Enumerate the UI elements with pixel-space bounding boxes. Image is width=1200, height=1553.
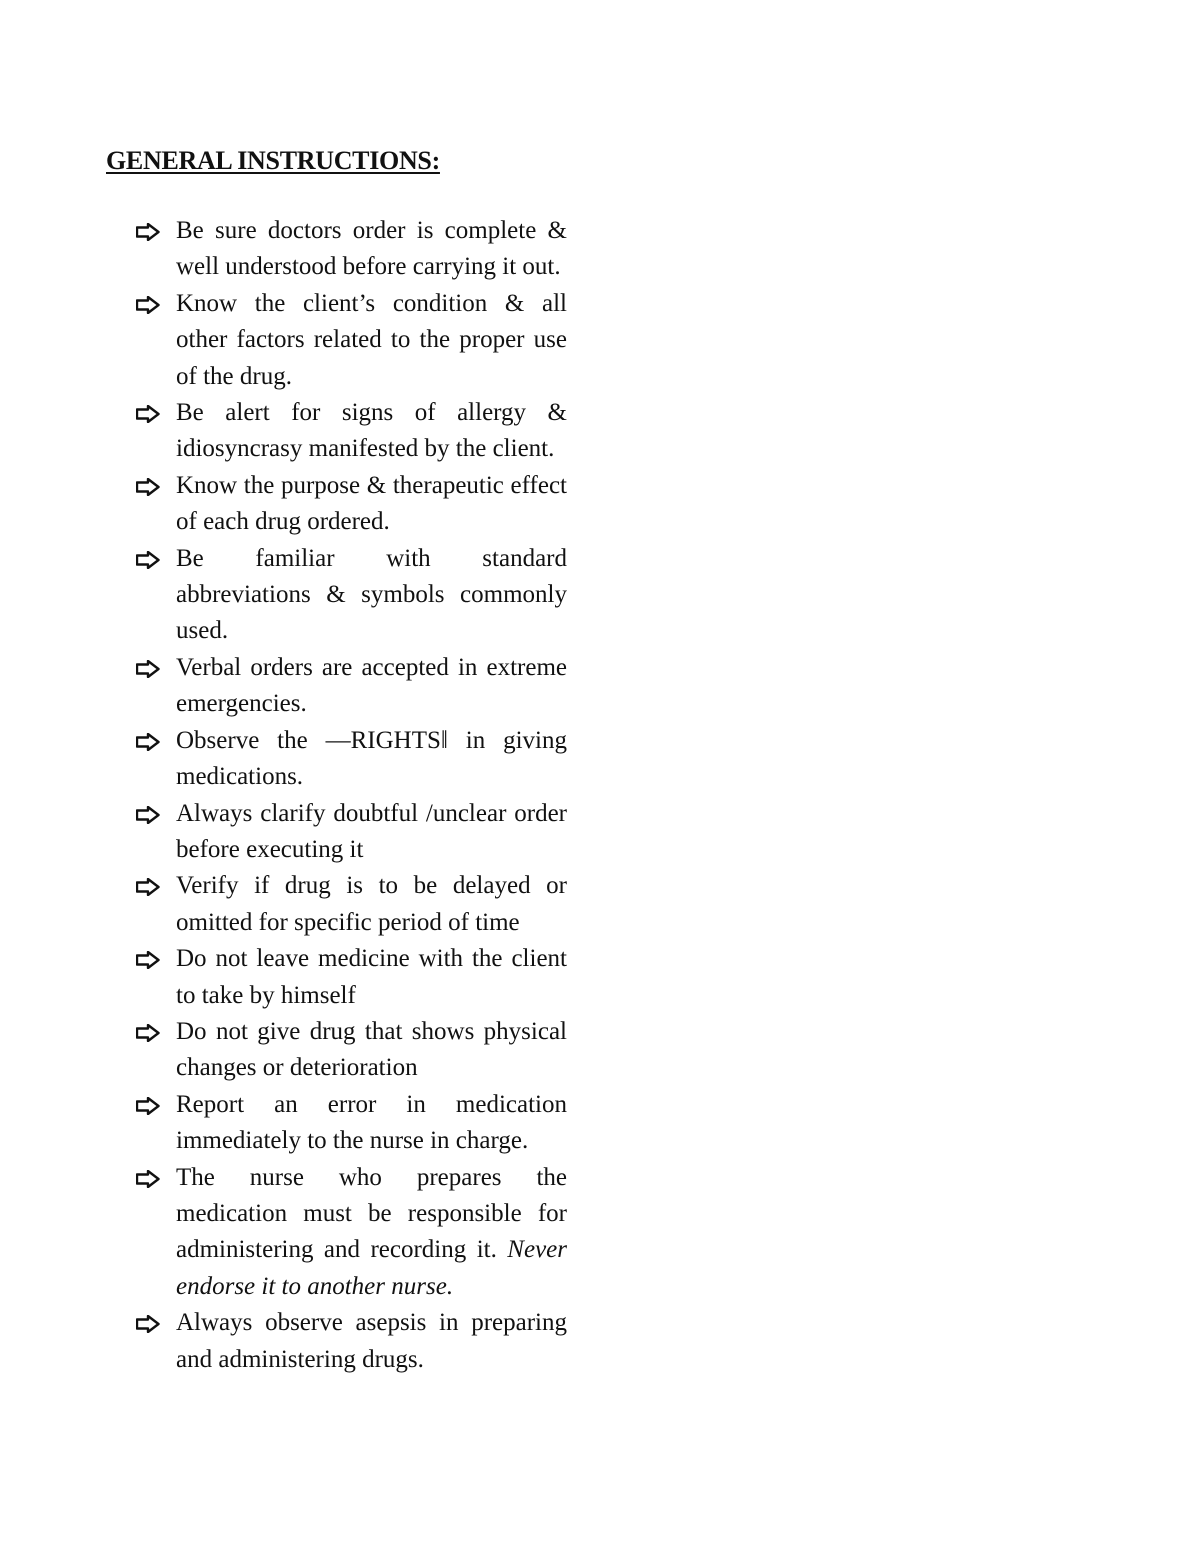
- list-item: [176, 541, 567, 650]
- list-item: [176, 1014, 567, 1087]
- list-item-text: Be sure doctors order is complete & well understood before carrying it out.: [176, 217, 567, 281]
- list-item: [176, 1305, 567, 1378]
- list-item-text: Know the client’s condition & all other factors related to the proper use of the drug.: [176, 289, 567, 390]
- list-item-text: Always observe asepsis in preparing and administering drugs.: [176, 1309, 567, 1373]
- arrow-right-bullet-icon: [136, 468, 164, 504]
- list-item-text: Do not leave medicine with the client to take by himself: [176, 945, 567, 1009]
- arrow-right-bullet-icon: [136, 213, 164, 249]
- arrow-right-bullet-icon: [136, 796, 164, 832]
- arrow-right-bullet-icon: [136, 1160, 164, 1196]
- list-item: [176, 650, 567, 723]
- list-item-text: Do not give drug that shows physical changes or deterioration: [176, 1017, 567, 1082]
- list-item: [176, 286, 567, 395]
- list-item: [176, 468, 567, 541]
- arrow-right-bullet-icon: [136, 286, 164, 322]
- list-item-text: Know the purpose & therapeutic effect of each drug ordered.: [176, 471, 567, 536]
- list-item: [176, 796, 567, 869]
- list-item-text: Report an error in medication immediately to the nurse in charge.: [176, 1090, 567, 1155]
- arrow-right-bullet-icon: [136, 868, 164, 904]
- list-item-text: Be alert for signs of allergy & idiosyncrasy manifested by the client.: [176, 399, 567, 463]
- arrow-right-bullet-icon: [136, 723, 164, 759]
- list-item: [176, 1087, 567, 1160]
- list-item: [176, 1160, 567, 1306]
- arrow-right-bullet-icon: [136, 541, 164, 577]
- arrow-right-bullet-icon: [136, 1305, 164, 1341]
- list-item-text: Always clarify doubtful /unclear order before executing it: [176, 799, 567, 863]
- list-item-text: The nurse who prepares the medication must be responsible for administering and recording it.: [176, 1163, 567, 1264]
- arrow-right-bullet-icon: [136, 650, 164, 686]
- list-item: [176, 395, 567, 468]
- list-item-text: Observe the ―RIGHTS‖ in giving medications.: [176, 726, 567, 791]
- list-item-emphasis: Never endorse it to another nurse.: [176, 1236, 567, 1300]
- arrow-right-bullet-icon: [136, 941, 164, 977]
- list-item: [176, 941, 567, 1014]
- list-item-text: Verbal orders are accepted in extreme emergencies.: [176, 653, 567, 718]
- list-item: [176, 213, 567, 286]
- arrow-right-bullet-icon: [136, 395, 164, 431]
- list-item-text: Verify if drug is to be delayed or omitted for specific period of time: [176, 872, 567, 936]
- instructions-list: [176, 213, 567, 1378]
- list-item-text: Be familiar with standard abbreviations & symbols commonly used.: [176, 544, 567, 645]
- list-item: [176, 723, 567, 796]
- page-title: GENERAL INSTRUCTIONS:: [106, 146, 440, 175]
- arrow-right-bullet-icon: [136, 1014, 164, 1050]
- list-item: [176, 868, 567, 941]
- arrow-right-bullet-icon: [136, 1087, 164, 1123]
